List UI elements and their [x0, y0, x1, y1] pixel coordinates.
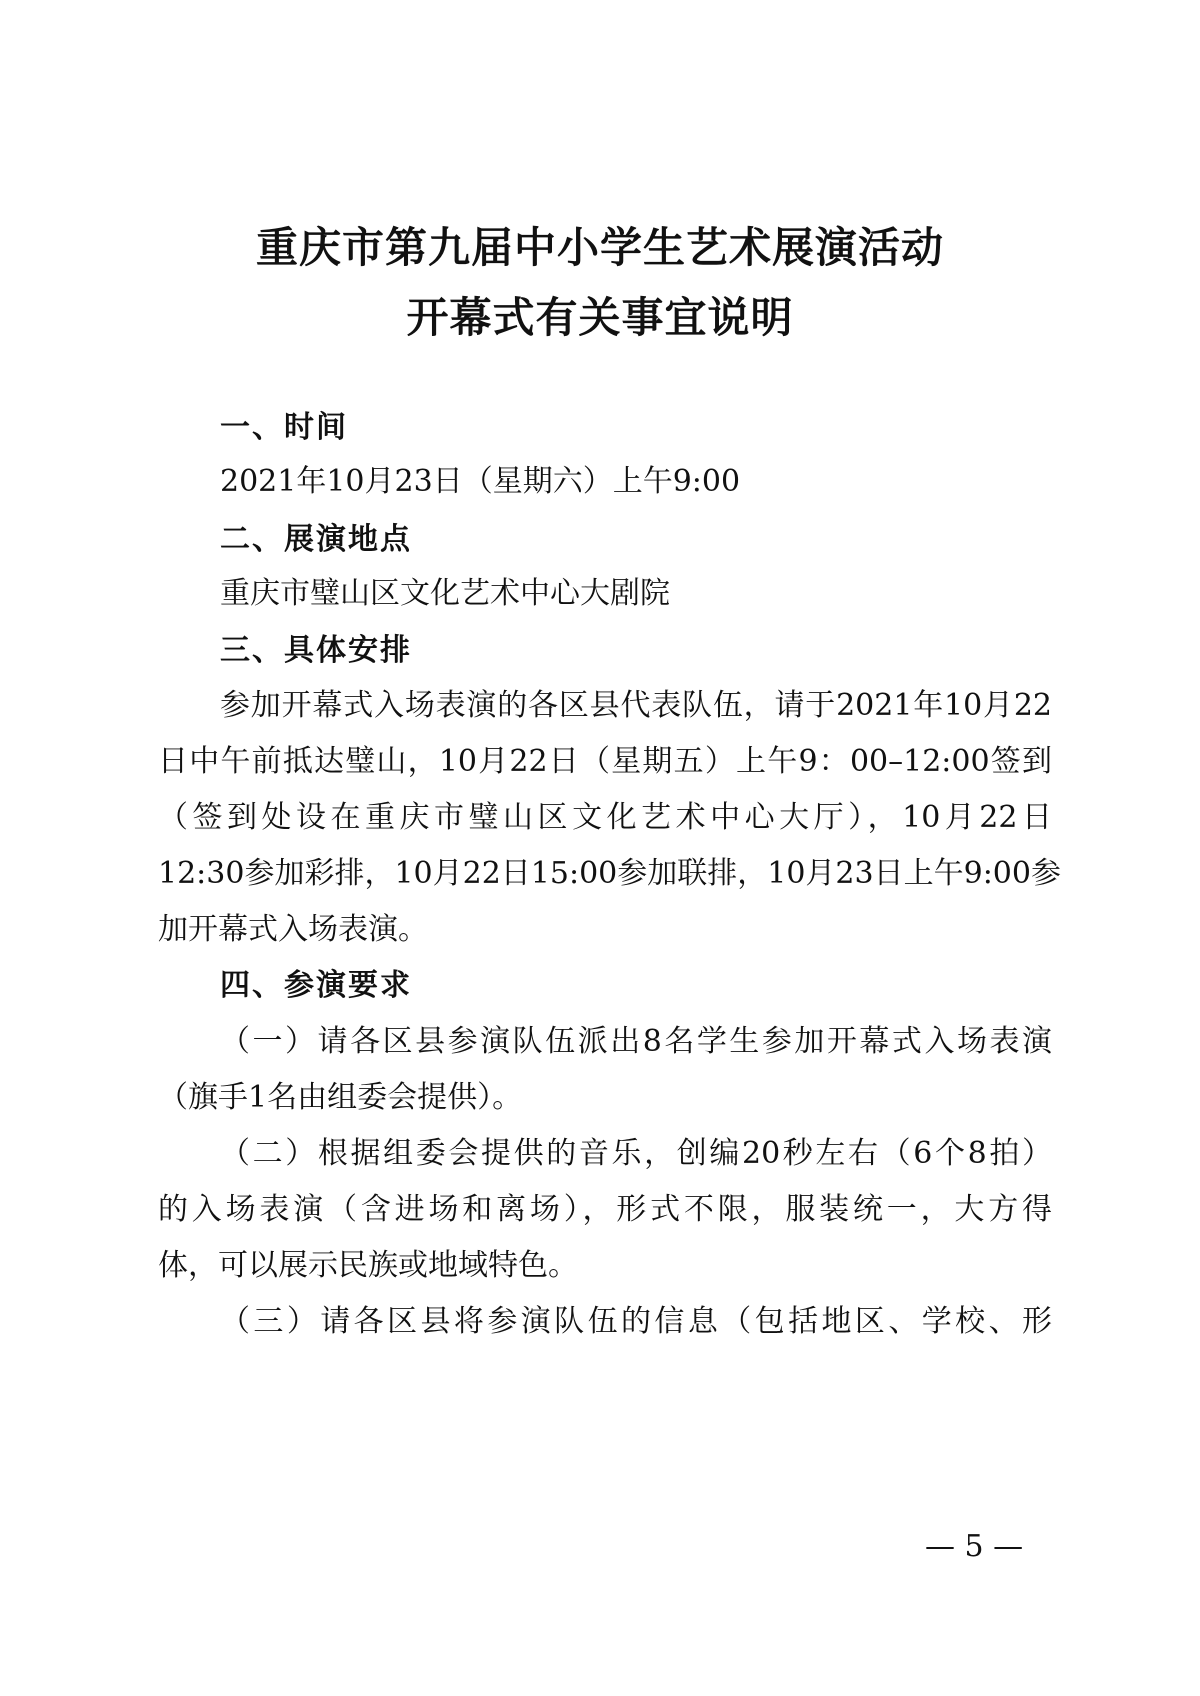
section-heading-arrangement: 三、具体安排: [220, 633, 412, 668]
document-title-line-2: 开幕式有关事宜说明: [406, 293, 794, 342]
arrangement-line-2: 日中午前抵达璧山，10月22日（星期五）上午9：00–12:00签到: [158, 744, 1052, 779]
requirement-2-line-3: 体，可以展示民族或地域特色。: [158, 1248, 578, 1283]
requirement-2-line-1: （二）根据组委会提供的音乐，创编20秒左右（6个8拍）: [220, 1136, 1052, 1171]
venue-text: 重庆市璧山区文化艺术中心大剧院: [220, 576, 670, 611]
page-number: — 5 —: [925, 1529, 1024, 1564]
arrangement-line-3: （签到处设在重庆市璧山区文化艺术中心大厅），10月22日: [158, 800, 1052, 835]
arrangement-line-5: 加开幕式入场表演。: [158, 912, 428, 947]
section-heading-time: 一、时间: [220, 410, 348, 445]
arrangement-line-4: 12:30参加彩排，10月22日15:00参加联排，10月23日上午9:00参: [158, 856, 1061, 891]
time-text: 2021年10月23日（星期六）上午9:00: [220, 464, 741, 499]
document-title-line-1: 重庆市第九届中小学生艺术展演活动: [255, 223, 944, 272]
section-heading-venue: 二、展演地点: [220, 522, 412, 557]
requirement-3-line-1: （三）请各区县将参演队伍的信息（包括地区、学校、形: [220, 1304, 1052, 1339]
section-heading-requirements: 四、参演要求: [220, 968, 412, 1003]
requirement-1-line-1: （一）请各区县参演队伍派出8名学生参加开幕式入场表演: [220, 1024, 1052, 1059]
arrangement-line-1: 参加开幕式入场表演的各区县代表队伍，请于2021年10月22: [220, 688, 1052, 723]
requirement-2-line-2: 的入场表演（含进场和离场），形式不限，服装统一，大方得: [158, 1192, 1052, 1227]
requirement-1-line-2: （旗手1名由组委会提供）。: [158, 1080, 523, 1115]
